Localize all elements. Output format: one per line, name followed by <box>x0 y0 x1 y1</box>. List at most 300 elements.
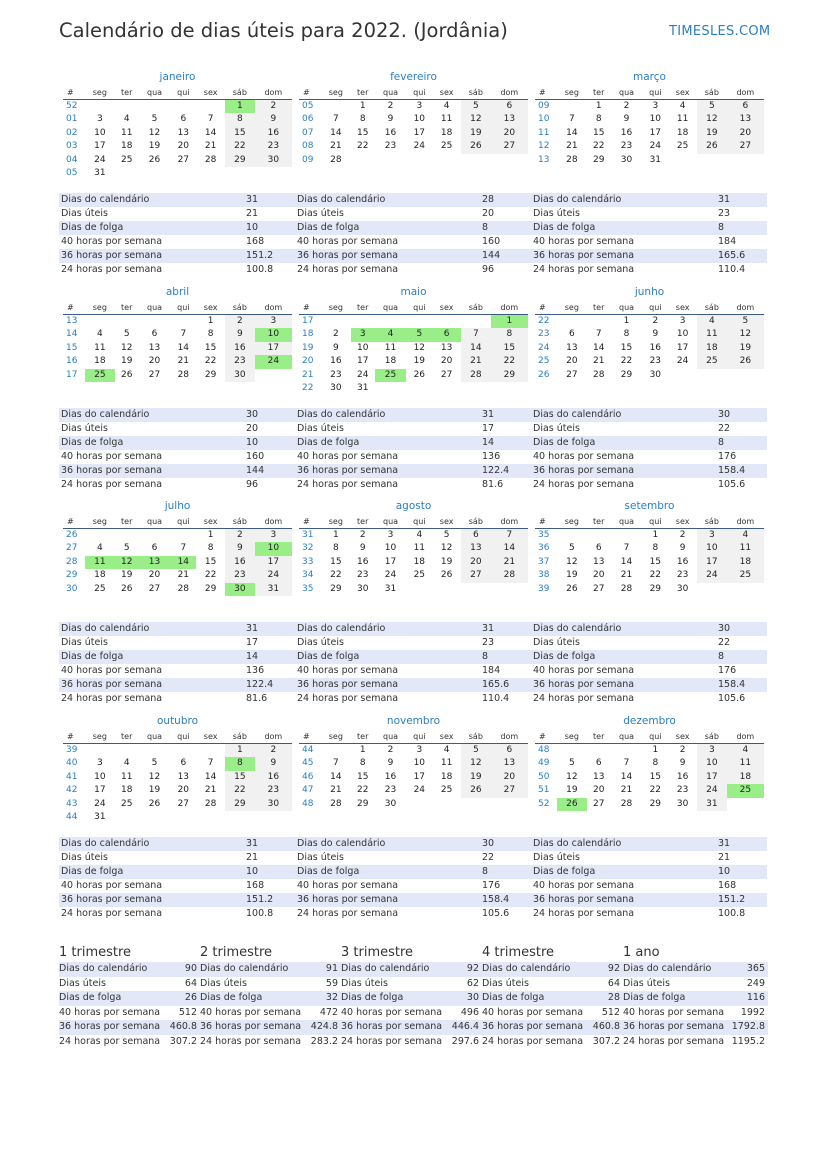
summary-value: 23 <box>482 637 495 648</box>
day-cell: 30 <box>384 798 397 809</box>
empty-day-cell <box>406 382 432 395</box>
day-cell: 25 <box>94 583 106 594</box>
summary-label: 36 horas por semana <box>61 465 163 476</box>
weekday-header: dom <box>255 86 292 100</box>
day-cell: 17 <box>94 141 106 152</box>
summary-value: 8 <box>718 437 725 448</box>
day-cell: 19 <box>566 570 578 581</box>
weekday-header: qua <box>611 730 643 744</box>
weekday-header: seg <box>557 515 587 529</box>
site-link[interactable]: TIMESLES.COM <box>669 24 771 39</box>
day-cell: 5 <box>443 530 450 540</box>
holiday-day-cell: 30 <box>225 583 255 596</box>
week-number: 21 <box>302 369 314 380</box>
day-cell: 30 <box>225 369 255 382</box>
day-cell: 15 <box>330 556 342 567</box>
week-number: 25 <box>538 356 550 367</box>
summary-value: 151.2 <box>246 250 274 261</box>
month-summary <box>295 622 531 706</box>
day-cell: 25 <box>121 798 133 809</box>
week-number: 46 <box>302 771 314 782</box>
summary-row <box>531 650 767 664</box>
summary-label: 40 horas por semana <box>297 451 399 462</box>
summary-row <box>295 450 531 464</box>
day-cell: 22 <box>357 141 369 152</box>
period-title: 1 trimestre <box>59 945 132 960</box>
empty-day-cell <box>85 315 115 329</box>
day-cell: 2 <box>387 745 394 755</box>
summary-row <box>295 478 531 492</box>
weekday-header: ter <box>587 86 611 100</box>
week-number: 34 <box>302 570 314 581</box>
day-cell: 2 <box>652 316 659 326</box>
day-cell: 19 <box>148 141 161 152</box>
day-cell: 30 <box>330 383 342 394</box>
month-calendar <box>63 714 292 824</box>
empty-day-cell <box>351 315 375 329</box>
day-cell: 14 <box>330 771 342 782</box>
month-summary <box>295 408 531 492</box>
day-cell: 9 <box>679 543 686 554</box>
day-cell: 23 <box>330 369 342 380</box>
weekday-header: qua <box>611 86 643 100</box>
week-row <box>299 382 528 395</box>
summary-value: 22 <box>718 637 731 648</box>
summary-label: Dias de folga <box>297 866 360 877</box>
day-cell: 14 <box>620 771 633 782</box>
empty-day-cell <box>491 798 528 811</box>
month-name: janeiro <box>159 71 196 83</box>
week-row <box>63 154 292 167</box>
month-calendar <box>299 714 528 811</box>
day-cell: 1 <box>652 530 659 540</box>
weekday-header: ter <box>351 86 375 100</box>
day-cell: 25 <box>727 569 764 582</box>
week-number-header: # <box>535 515 557 529</box>
summary-row <box>295 193 531 207</box>
period-value: 307.2 <box>592 1035 620 1047</box>
summary-row <box>295 622 531 636</box>
summary-value: 96 <box>246 479 259 490</box>
day-cell: 9 <box>359 543 366 554</box>
summary-value: 176 <box>718 451 737 462</box>
summary-row <box>59 450 295 464</box>
period-summary <box>623 943 768 1049</box>
day-cell: 4 <box>727 744 764 758</box>
summary-row <box>295 249 531 263</box>
day-cell: 30 <box>620 154 633 165</box>
summary-value: 30 <box>482 838 495 849</box>
summary-label: 40 horas por semana <box>533 665 635 676</box>
day-cell: 10 <box>94 771 106 782</box>
period-value: 283.2 <box>310 1035 338 1047</box>
empty-day-cell <box>321 100 351 114</box>
week-row <box>63 342 292 355</box>
period-title: 3 trimestre <box>341 945 414 960</box>
period-row <box>200 962 341 977</box>
week-row <box>63 355 292 368</box>
period-label: Dias úteis <box>341 977 388 989</box>
period-row <box>59 1035 200 1050</box>
week-number: 38 <box>538 570 550 581</box>
summary-value: 31 <box>246 194 259 205</box>
day-cell: 20 <box>440 356 453 367</box>
day-cell: 27 <box>491 140 528 153</box>
week-row <box>535 355 764 368</box>
week-number: 52 <box>538 798 550 809</box>
day-cell: 6 <box>151 329 158 340</box>
weekday-header: qui <box>642 86 668 100</box>
summary-label: Dias de folga <box>61 651 124 662</box>
period-label: 36 horas por semana <box>200 1021 302 1032</box>
month-table <box>63 730 292 824</box>
day-cell: 18 <box>121 141 133 152</box>
page-title: Calendário de dias úteis para 2022. (Jordânia) <box>59 19 508 42</box>
day-cell: 7 <box>332 114 339 125</box>
empty-day-cell <box>406 798 432 811</box>
day-cell: 4 <box>443 101 450 111</box>
empty-day-cell <box>255 167 292 180</box>
day-cell: 14 <box>204 127 217 138</box>
summary-row <box>295 678 531 692</box>
week-row <box>63 757 292 770</box>
summary-row <box>531 636 767 650</box>
holiday-day-cell: 25 <box>85 369 115 382</box>
day-cell: 7 <box>623 758 630 769</box>
day-cell: 11 <box>384 342 397 353</box>
summary-label: Dias do calendário <box>61 194 150 205</box>
weekday-header: dom <box>727 730 764 744</box>
summary-value: 20 <box>482 208 495 219</box>
period-label: 24 horas por semana <box>623 1035 725 1047</box>
day-cell: 4 <box>123 114 130 125</box>
day-cell: 13 <box>177 771 190 782</box>
period-row <box>341 1035 482 1050</box>
day-cell: 16 <box>225 342 255 355</box>
day-cell: 13 <box>593 556 605 567</box>
empty-day-cell <box>557 100 587 114</box>
empty-day-cell <box>727 583 764 596</box>
day-cell: 12 <box>413 342 426 353</box>
summary-row <box>531 464 767 478</box>
week-row <box>535 127 764 140</box>
week-number: 11 <box>538 127 550 138</box>
period-value: 32 <box>325 992 338 1003</box>
summary-value: 100.8 <box>246 908 274 919</box>
week-number: 07 <box>302 127 314 138</box>
week-number: 04 <box>66 154 78 165</box>
day-cell: 6 <box>727 100 764 114</box>
day-cell: 1 <box>332 530 339 540</box>
day-cell: 4 <box>96 543 103 554</box>
weekday-header: sex <box>196 730 225 744</box>
week-row <box>535 529 764 543</box>
week-number: 15 <box>66 342 78 353</box>
holiday-day-cell: 14 <box>170 556 196 569</box>
empty-day-cell <box>321 744 351 758</box>
empty-day-cell <box>85 744 115 758</box>
holiday-day-cell: 5 <box>406 328 432 341</box>
empty-day-cell <box>406 583 432 596</box>
week-row <box>63 315 292 329</box>
summary-value: 10 <box>246 222 259 233</box>
summary-value: 105.6 <box>718 693 746 704</box>
month-calendar <box>299 70 528 167</box>
weekday-header: qui <box>170 86 196 100</box>
month-calendar <box>535 70 764 167</box>
summary-label: Dias de folga <box>533 222 596 233</box>
week-number: 42 <box>66 785 78 796</box>
day-cell: 28 <box>491 569 528 582</box>
day-cell: 17 <box>255 342 292 355</box>
day-cell: 22 <box>620 356 633 367</box>
day-cell: 20 <box>148 356 161 367</box>
summary-label: Dias úteis <box>533 423 580 434</box>
week-number: 19 <box>302 342 314 353</box>
weekday-header: qui <box>406 730 432 744</box>
week-number: 29 <box>66 570 78 581</box>
weekday-header: dom <box>727 86 764 100</box>
month-summary <box>59 622 295 706</box>
day-cell: 21 <box>566 141 578 152</box>
day-cell: 30 <box>357 583 369 594</box>
period-row <box>200 1035 341 1050</box>
summary-value: 160 <box>246 451 265 462</box>
summary-row <box>531 837 767 851</box>
summary-label: 24 horas por semana <box>61 908 163 919</box>
empty-day-cell <box>170 315 196 329</box>
empty-day-cell <box>115 315 139 329</box>
weekday-header: ter <box>587 515 611 529</box>
day-cell: 8 <box>225 113 255 126</box>
week-number: 51 <box>538 785 550 796</box>
week-number: 05 <box>302 101 314 111</box>
empty-day-cell <box>196 100 225 114</box>
day-cell: 10 <box>94 127 106 138</box>
week-number: 49 <box>538 758 550 769</box>
day-cell: 23 <box>676 785 689 796</box>
period-label: 36 horas por semana <box>341 1021 443 1032</box>
holiday-day-cell: 4 <box>375 328 407 341</box>
day-cell: 2 <box>623 101 630 111</box>
weekday-header: sex <box>668 730 697 744</box>
period-summary <box>482 943 623 1049</box>
week-row <box>535 556 764 569</box>
week-row <box>299 342 528 355</box>
week-number-header: # <box>535 301 557 315</box>
day-cell: 9 <box>623 114 630 125</box>
period-value: 249 <box>746 977 765 989</box>
summary-value: 184 <box>482 665 501 676</box>
day-cell: 15 <box>491 342 528 355</box>
day-cell: 11 <box>413 543 426 554</box>
summary-value: 22 <box>482 852 495 863</box>
day-cell: 21 <box>177 356 190 367</box>
week-row <box>63 811 292 824</box>
weekday-header: sex <box>432 86 461 100</box>
summary-row <box>59 464 295 478</box>
empty-day-cell <box>461 382 491 395</box>
day-cell: 2 <box>225 315 255 329</box>
summary-value: 8 <box>482 222 489 233</box>
day-cell: 25 <box>697 355 727 368</box>
day-cell: 28 <box>566 154 578 165</box>
empty-day-cell <box>461 154 491 167</box>
week-number: 23 <box>538 329 550 340</box>
period-row <box>59 1020 200 1035</box>
day-cell: 1 <box>359 745 366 755</box>
day-cell: 23 <box>676 570 689 581</box>
day-cell: 1 <box>652 745 659 755</box>
period-label: Dias do calendário <box>341 963 430 974</box>
period-value: 512 <box>601 1006 620 1018</box>
summary-row <box>295 692 531 706</box>
weekday-header: sex <box>668 86 697 100</box>
summary-row <box>59 865 295 879</box>
period-value: 30 <box>466 992 479 1003</box>
day-cell: 8 <box>652 543 659 554</box>
summary-label: 36 horas por semana <box>533 465 635 476</box>
empty-day-cell <box>115 529 139 543</box>
month-name: setembro <box>624 500 675 512</box>
day-cell: 10 <box>413 114 426 125</box>
day-cell: 27 <box>727 140 764 153</box>
summary-row <box>531 851 767 865</box>
day-cell: 15 <box>357 127 369 138</box>
month-summary <box>531 837 767 921</box>
period-label: 24 horas por semana <box>341 1035 443 1047</box>
summary-value: 31 <box>718 194 731 205</box>
summary-row <box>59 636 295 650</box>
weekday-header: qui <box>642 301 668 315</box>
day-cell: 16 <box>330 356 342 367</box>
day-cell: 12 <box>121 342 133 353</box>
summary-label: 40 horas por semana <box>533 236 635 247</box>
week-number: 05 <box>66 168 78 179</box>
day-cell: 17 <box>697 556 727 569</box>
summary-label: Dias de folga <box>61 866 124 877</box>
summary-label: Dias do calendário <box>533 409 622 420</box>
weekday-header: qui <box>406 301 432 315</box>
summary-value: 176 <box>718 665 737 676</box>
day-cell: 13 <box>461 542 491 555</box>
week-row <box>535 798 764 811</box>
day-cell: 3 <box>652 101 659 111</box>
day-cell: 22 <box>357 785 369 796</box>
day-cell: 19 <box>440 556 453 567</box>
empty-day-cell <box>697 369 727 382</box>
summary-label: Dias de folga <box>297 651 360 662</box>
weekday-header: seg <box>321 515 351 529</box>
period-label: Dias do calendário <box>59 963 148 974</box>
weekday-header: seg <box>321 730 351 744</box>
week-row <box>299 154 528 167</box>
day-cell: 27 <box>148 583 161 594</box>
day-cell: 15 <box>225 771 255 784</box>
holiday-day-cell: 6 <box>432 328 461 341</box>
summary-value: 165.6 <box>482 679 510 690</box>
week-number-header: # <box>63 301 85 315</box>
day-cell: 13 <box>491 113 528 126</box>
week-number-header: # <box>535 730 557 744</box>
summary-label: Dias de folga <box>533 866 596 877</box>
day-cell: 3 <box>387 530 394 540</box>
period-row <box>341 1020 482 1035</box>
day-cell: 5 <box>697 100 727 114</box>
empty-day-cell <box>225 167 255 180</box>
summary-row <box>295 879 531 893</box>
day-cell: 15 <box>204 556 217 567</box>
summary-value: 144 <box>482 250 501 261</box>
weekday-header: qui <box>406 86 432 100</box>
empty-day-cell <box>115 167 139 180</box>
week-number-header: # <box>299 515 321 529</box>
period-row <box>200 1006 341 1021</box>
summary-value: 10 <box>246 866 259 877</box>
weekday-header: seg <box>321 86 351 100</box>
day-cell: 18 <box>697 342 727 355</box>
weekday-header: qui <box>170 515 196 529</box>
day-cell: 27 <box>177 154 190 165</box>
period-row <box>623 1006 768 1021</box>
day-cell: 16 <box>649 342 662 353</box>
day-cell: 8 <box>359 114 366 125</box>
period-row <box>200 991 341 1006</box>
period-label: 24 horas por semana <box>200 1035 302 1047</box>
day-cell: 31 <box>94 812 106 823</box>
day-cell: 3 <box>96 114 103 125</box>
holiday-day-cell: 8 <box>225 757 255 770</box>
day-cell: 16 <box>384 771 397 782</box>
summary-label: 40 horas por semana <box>61 236 163 247</box>
summary-label: Dias úteis <box>533 637 580 648</box>
day-cell: 29 <box>225 154 255 167</box>
week-row <box>535 113 764 126</box>
day-cell: 18 <box>94 356 106 367</box>
weekday-header: sex <box>196 515 225 529</box>
day-cell: 31 <box>697 798 727 811</box>
day-cell: 28 <box>204 154 217 165</box>
day-cell: 29 <box>649 583 662 594</box>
month-calendar <box>299 499 528 596</box>
empty-day-cell <box>196 811 225 824</box>
period-row <box>482 1035 623 1050</box>
summary-label: 36 horas por semana <box>61 679 163 690</box>
period-value: 92 <box>607 963 620 974</box>
period-label: Dias de folga <box>200 992 263 1003</box>
summary-row <box>531 622 767 636</box>
day-cell: 19 <box>461 127 491 140</box>
summary-row <box>531 478 767 492</box>
day-cell: 5 <box>461 744 491 758</box>
weekday-header: dom <box>491 86 528 100</box>
period-value: 59 <box>325 977 338 989</box>
day-cell: 1 <box>207 530 214 540</box>
period-row <box>200 1020 341 1035</box>
day-cell: 26 <box>697 140 727 153</box>
summary-label: Dias úteis <box>297 637 344 648</box>
day-cell: 24 <box>697 784 727 797</box>
summary-row <box>59 622 295 636</box>
day-cell: 18 <box>121 785 133 796</box>
week-number: 44 <box>66 812 78 823</box>
summary-label: 40 horas por semana <box>61 880 163 891</box>
day-cell: 27 <box>461 569 491 582</box>
month-table <box>63 301 292 382</box>
weekday-header: sáb <box>461 730 491 744</box>
day-cell: 25 <box>440 785 453 796</box>
day-cell: 28 <box>177 583 190 594</box>
